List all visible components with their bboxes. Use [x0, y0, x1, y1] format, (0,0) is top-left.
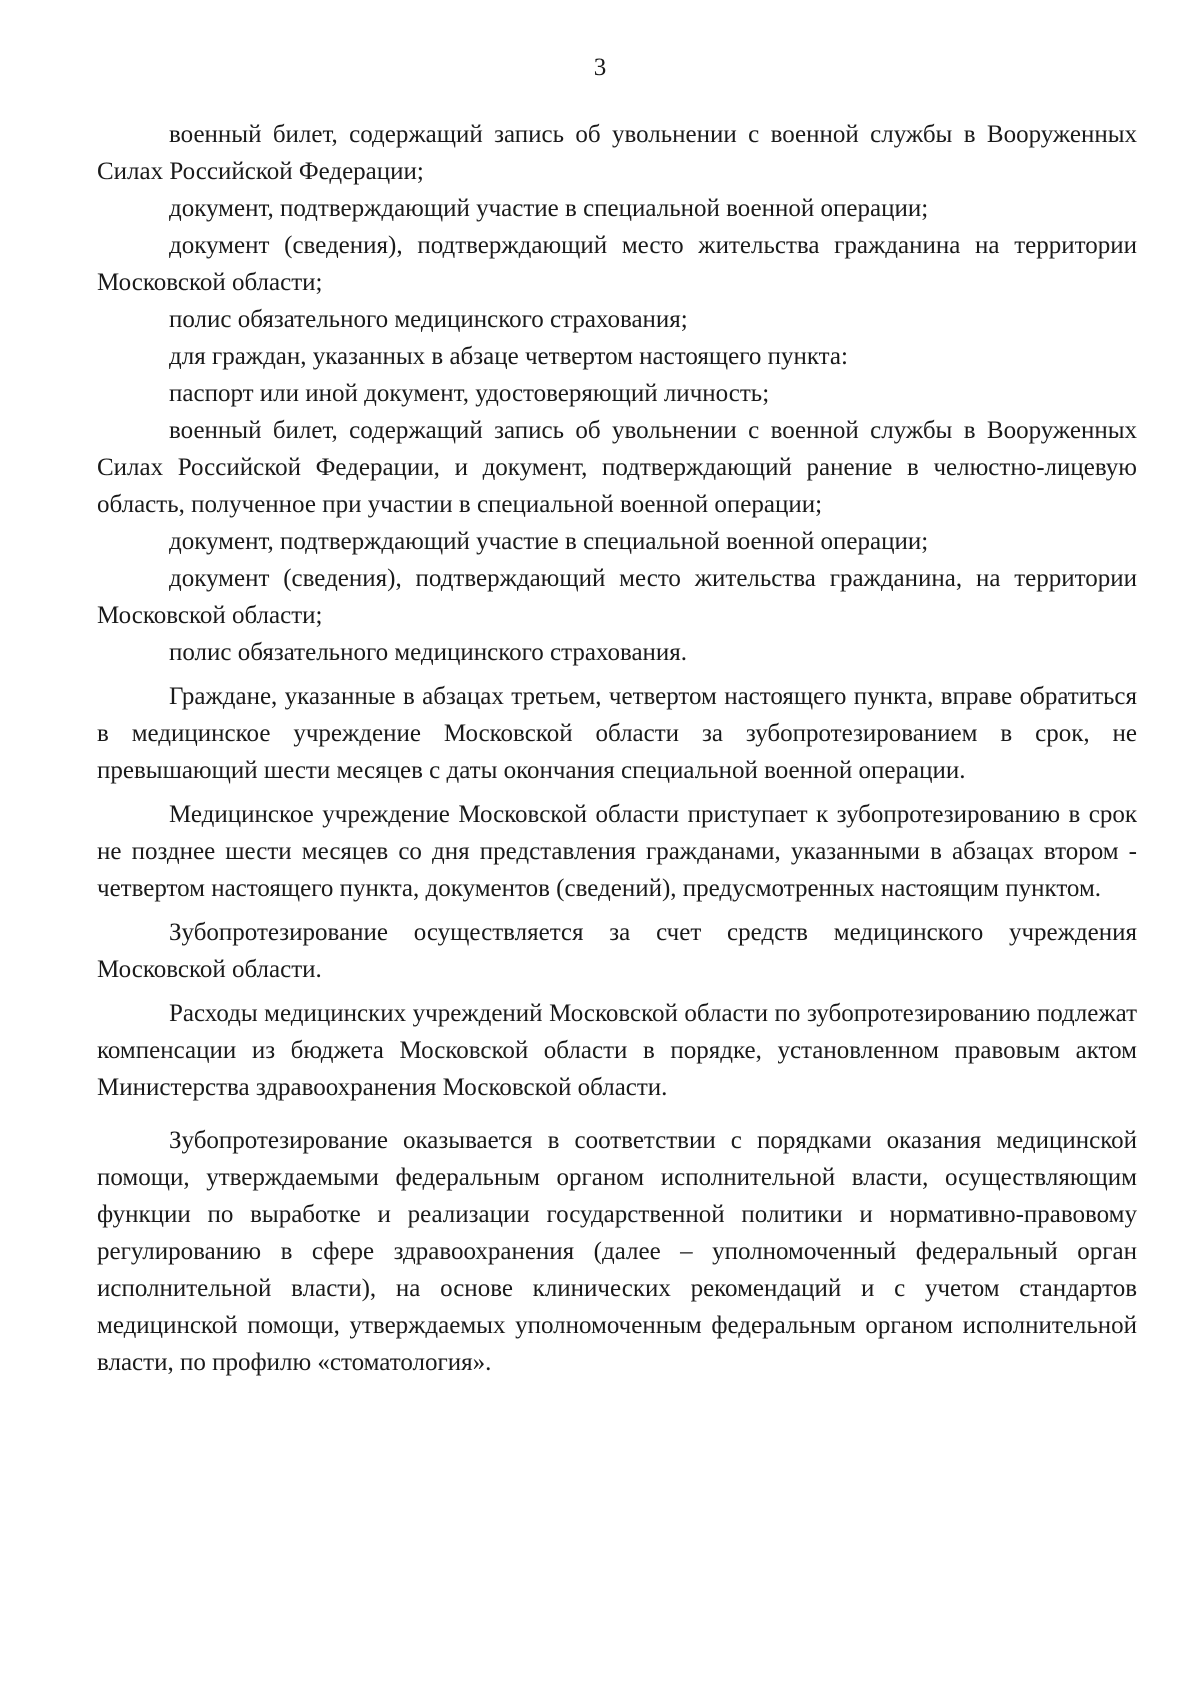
paragraph-funding: Зубопротезирование осуществляется за счет средств медицинского учреждения Московской области.	[97, 919, 1137, 983]
paragraph-compensation: Расходы медицинских учреждений Московской области по зубопротезированию подлежат компенсации из бюджета Московской области в порядке, установленном правовым актом Министерства здравоохранения Московской области.	[97, 1000, 1137, 1101]
paragraph-prosthetics-start: Медицинское учреждение Московской области приступает к зубопротезированию в срок не позднее шести месяцев со дня представления гражданами, указанными в абзацах втором - четвертом настоящего пункта, документов (сведений), предусмотренных настоящим пунктом.	[97, 801, 1137, 902]
paragraph-insurance-2: полис обязательного медицинского страхования.	[169, 639, 688, 666]
document-body	[97, 116, 1137, 1381]
paragraph-svo-participation: документ, подтверждающий участие в специальной военной операции;	[169, 195, 929, 222]
paragraph-residence-2: документ (сведения), подтверждающий место жительства гражданина, на территории Московской области;	[97, 565, 1137, 629]
paragraph-residence: документ (сведения), подтверждающий место жительства гражданина на территории Московской области;	[97, 232, 1137, 296]
paragraph-military-id-injury: военный билет, содержащий запись об увольнении с военной службы в Вооруженных Силах Российской Федерации, и документ, подтверждающий ранение в челюстно-лицевую область, полученное при участии в специальной военной операции;	[97, 417, 1137, 518]
paragraph-military-id: военный билет, содержащий запись об увольнении с военной службы в Вооруженных Силах Российской Федерации;	[97, 121, 1137, 185]
paragraph-fourth-clause-citizens: для граждан, указанных в абзаце четвертом настоящего пункта:	[169, 343, 848, 370]
paragraph-insurance: полис обязательного медицинского страхования;	[169, 306, 688, 333]
paragraph-application-term: Граждане, указанные в абзацах третьем, четвертом настоящего пункта, вправе обратиться в медицинское учреждение Московской области за зубопротезированием в срок, не превышающий шести месяцев с даты окончания специальной военной операции.	[97, 683, 1137, 784]
paragraph-passport: паспорт или иной документ, удостоверяющий личность;	[169, 380, 770, 407]
paragraph-svo-participation-2: документ, подтверждающий участие в специальной военной операции;	[169, 528, 929, 555]
page-number: 3	[593, 54, 607, 81]
paragraph-standards: Зубопротезирование оказывается в соответствии с порядками оказания медицинской помощи, утверждаемыми федеральным органом исполнительной власти, осуществляющим функции по выработке и реализации государственной политики и нормативно-правовому регулированию в сфере здравоохранения (далее – уполномоченный федеральный орган исполнительной власти), на основе клинических рекомендаций и с учетом стандартов медицинской помощи, утверждаемых уполномоченным федеральным органом исполнительной власти, по профилю «стоматология».	[97, 1127, 1137, 1376]
